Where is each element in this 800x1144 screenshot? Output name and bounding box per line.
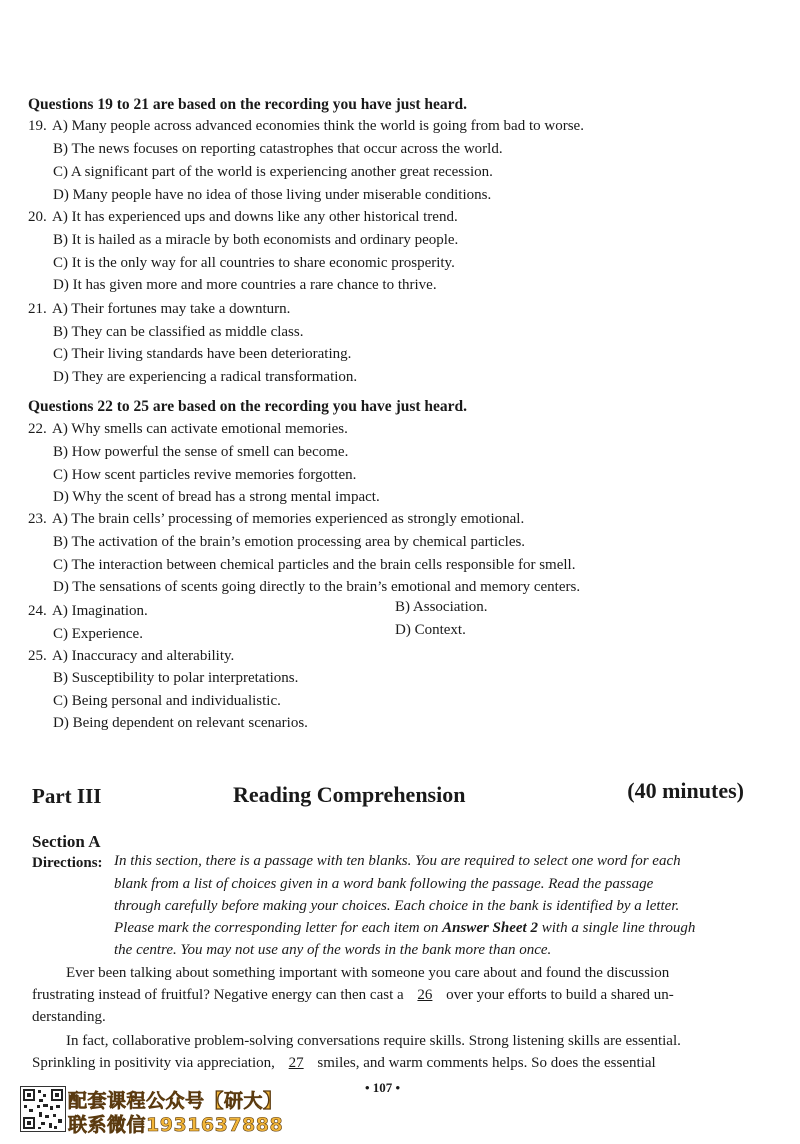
q19-number: 19.	[28, 118, 47, 134]
q21-option-a	[28, 301, 290, 318]
q23-option-d: D) The sensations of scents going directly to the brain’s emotional and memory centers.	[53, 579, 581, 595]
q21-number: 21.	[28, 301, 47, 317]
q20-option-b: B) It is hailed as a miracle by both economists and ordinary people.	[53, 232, 459, 248]
blank-26: 26	[417, 987, 433, 1003]
q23-number: 23.	[28, 511, 47, 527]
q22-number: 22.	[28, 421, 47, 437]
passage-p1-line-3: derstanding.	[32, 1009, 106, 1025]
passage-p2-line-2	[32, 1055, 656, 1072]
q22-a-text: A) Why smells can activate emotional memories.	[52, 421, 348, 437]
promo-wechat-contact: 联系微信1931637888	[68, 1114, 284, 1136]
q24-option-d: D) Context.	[395, 622, 466, 638]
q22-option-c: C) How scent particles revive memories forgotten.	[53, 467, 357, 483]
q25-a-text: A) Inaccuracy and alterability.	[52, 648, 235, 664]
q24-option-a	[28, 603, 148, 620]
q20-option-d: D) It has given more and more countries a rare chance to thrive.	[53, 277, 437, 293]
q19-option-d: D) Many people have no idea of those living under miserable conditions.	[53, 187, 492, 203]
passage-p2-line-2-pre: Sprinkling in positivity via appreciation,	[32, 1055, 275, 1071]
q20-option-c: C) It is the only way for all countries to share economic prosperity.	[53, 255, 455, 271]
qr-code-icon	[20, 1086, 66, 1132]
directions-line-4	[114, 920, 695, 937]
q24-a-text: A) Imagination.	[52, 603, 148, 619]
directions-label: Directions:	[32, 855, 103, 871]
section-heading: Section A	[32, 832, 101, 851]
directions-line-2: blank from a list of choices given in a word bank following the passage. Read the passage	[114, 876, 654, 892]
directions-line-5: the centre. You may not use any of the words in the bank more than once.	[114, 942, 552, 958]
q22-option-a	[28, 421, 348, 438]
passage-p1-line-1: Ever been talking about something important with someone you care about and found the discussion	[66, 965, 670, 981]
passage-p1-line-2-post: over your efforts to build a shared un-	[446, 987, 674, 1003]
passage-p2-line-2-post: smiles, and warm comments helps. So does the essential	[317, 1055, 656, 1071]
q21-option-c: C) Their living standards have been deteriorating.	[53, 346, 352, 362]
q19-option-b: B) The news focuses on reporting catastrophes that occur across the world.	[53, 141, 503, 157]
q19-option-a	[28, 118, 584, 135]
q19-option-c: C) A significant part of the world is experiencing another great recession.	[53, 164, 493, 180]
q23-option-c: C) The interaction between chemical particles and the brain cells responsible for smell.	[53, 557, 576, 573]
part-time: (40 minutes)	[627, 778, 744, 803]
q22-option-d: D) Why the scent of bread has a strong mental impact.	[53, 489, 380, 505]
q23-option-b: B) The activation of the brain’s emotion processing area by chemical particles.	[53, 534, 526, 550]
directions-line-4-pre: Please mark the corresponding letter for each item on	[114, 920, 443, 936]
blank-27: 27	[288, 1055, 304, 1071]
page-number: • 107 •	[365, 1080, 401, 1095]
part-header	[32, 778, 744, 812]
directions-line-1: In this section, there is a passage with ten blanks. You are required to select one word for each	[114, 853, 681, 869]
q25-option-c: C) Being personal and individualistic.	[53, 693, 281, 709]
part-label: Part III	[32, 784, 102, 808]
q25-option-b: B) Susceptibility to polar interpretations.	[53, 670, 299, 686]
directions-line-3: through carefully before making your choices. Each choice in the bank is identified by a letter.	[114, 898, 680, 914]
part-title: Reading Comprehension	[233, 782, 466, 807]
questions-22-25-heading: Questions 22 to 25 are based on the recording you have just heard.	[28, 398, 468, 415]
directions-line-4-post: with a single line through	[537, 920, 696, 936]
passage-p2-line-1: In fact, collaborative problem-solving conversations require skills. Strong listening skills are essential.	[66, 1033, 681, 1049]
promo-course-account: 配套课程公众号【研大】	[68, 1090, 283, 1112]
q25-option-a	[28, 648, 234, 665]
q22-option-b: B) How powerful the sense of smell can become.	[53, 444, 349, 460]
questions-19-21-heading: Questions 19 to 21 are based on the recording you have just heard.	[28, 96, 468, 113]
answer-sheet-ref: Answer Sheet 2	[442, 920, 538, 936]
q19-a-text: A) Many people across advanced economies think the world is going from bad to worse.	[52, 118, 584, 134]
q21-option-b: B) They can be classified as middle class.	[53, 324, 304, 340]
q25-number: 25.	[28, 648, 47, 664]
q21-option-d: D) They are experiencing a radical transformation.	[53, 369, 358, 385]
q24-option-c: C) Experience.	[53, 626, 143, 642]
q23-option-a	[28, 511, 524, 528]
passage-p1-line-2-pre: frustrating instead of fruitful? Negative energy can then cast a	[32, 987, 404, 1003]
q23-a-text: A) The brain cells’ processing of memories experienced as strongly emotional.	[52, 511, 525, 527]
passage-p1-line-2	[32, 987, 674, 1004]
q21-a-text: A) Their fortunes may take a downturn.	[52, 301, 291, 317]
q24-option-b: B) Association.	[395, 599, 488, 615]
q25-option-d: D) Being dependent on relevant scenarios.	[53, 715, 308, 731]
q20-option-a	[28, 209, 458, 226]
q20-number: 20.	[28, 209, 47, 225]
q20-a-text: A) It has experienced ups and downs like any other historical trend.	[52, 209, 458, 225]
q24-number: 24.	[28, 603, 47, 619]
